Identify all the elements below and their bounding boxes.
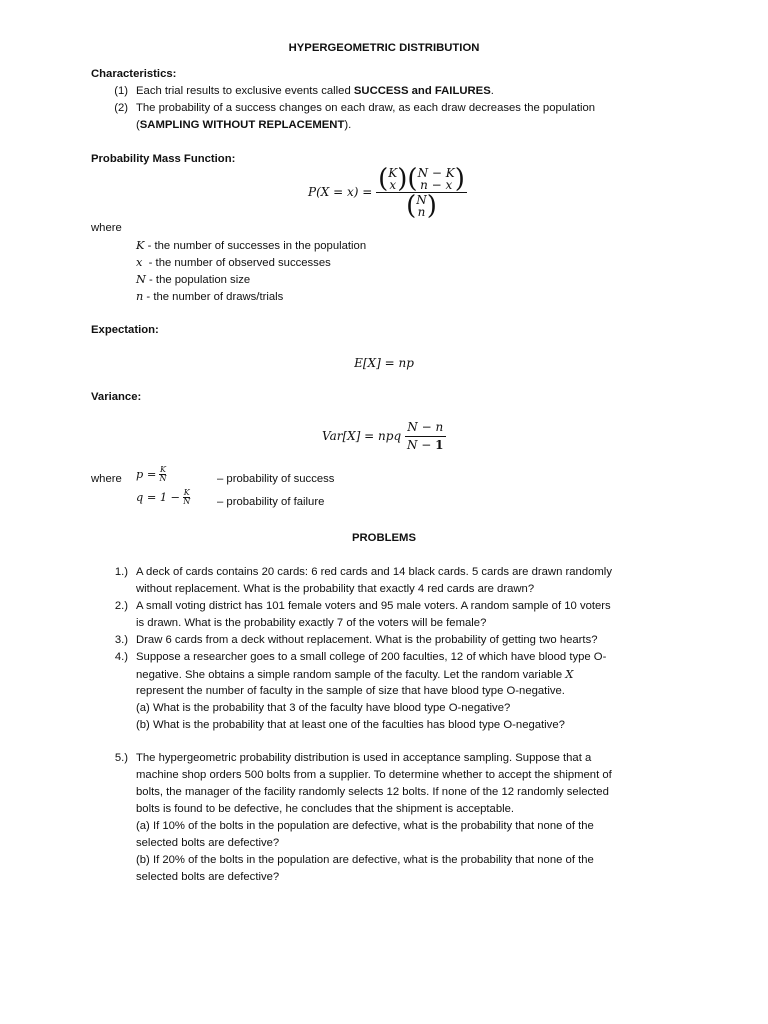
pmf-fraction (376, 166, 467, 219)
binom-nk-nx: (N − K n − x) (407, 164, 465, 194)
where-item-N (136, 271, 250, 289)
where-item-K (136, 237, 366, 255)
problem-4-line2 (136, 666, 573, 684)
problem-5-part-a-line2: selected bolts are defective? (136, 837, 280, 849)
binom-k-x-top: K (388, 166, 398, 180)
expectation-heading: Expectation: (91, 324, 159, 336)
pmf-heading: Probability Mass Function: (91, 153, 236, 165)
problem-5-part-b-line1: (b) If 20% of the bolts in the population are defective, what is the probability that none of the (136, 854, 594, 866)
problem-2-line1: A small voting district has 101 female voters and 95 male voters. A random sample of 10 voters (136, 600, 611, 612)
q-fraction (183, 489, 190, 506)
char-item-1-num: (1) (114, 85, 128, 97)
q-lhs: q = 1 − (136, 491, 181, 504)
problem-3-line1: Draw 6 cards from a deck without replacement. What is the probability of getting two hearts? (136, 634, 598, 646)
problem-5-line1: The hypergeometric probability distribution is used in acceptance sampling. Suppose that a (136, 752, 592, 764)
problem-1-line1: A deck of cards contains 20 cards: 6 red cards and 14 black cards. 5 cards are drawn randomly (136, 566, 612, 578)
char-item-1-bold: SUCCESS and FAILURES (353, 85, 491, 97)
variance-numerator: N − n (407, 420, 444, 434)
binom-nk-nx-top: N − K (417, 166, 455, 180)
problem-5-line3: bolts, the manager of the facility randomly selects 12 bolts. If none of the 12 randomly selected (136, 786, 609, 798)
variance-lhs: Var[X] = npq (322, 429, 402, 443)
variance-den-text: N − (406, 438, 436, 452)
problem-4-line3: represent the number of faculty in the sample of size that have blood type O-negative. (136, 685, 565, 697)
q-description: – probability of failure (217, 496, 325, 508)
char-item-1-post: . (490, 85, 494, 97)
binom-nk-nx-bottom: n − x (420, 178, 453, 192)
where-label: where (91, 222, 122, 234)
char-item-2-open: ( (136, 119, 140, 131)
binom-n-n-bottom: n (417, 205, 426, 219)
pmf-lhs: P(X = x) = (308, 185, 373, 199)
problem-1-num: 1.) (114, 566, 128, 578)
problem-5-part-a-line1: (a) If 10% of the bolts in the population are defective, what is the probability that none of the (136, 820, 594, 832)
pmf-denominator (376, 192, 467, 219)
char-item-2-line1: The probability of a success changes on each draw, as each draw decreases the population (136, 102, 596, 114)
expectation-formula: E[X] = np (354, 356, 414, 370)
problem-5-line2: machine shop orders 500 bolts from a supplier. To determine whether to accept the shipment of (136, 769, 612, 781)
variance-denominator (405, 436, 446, 454)
pq-where-label: where (91, 473, 122, 485)
problems-heading: PROBLEMS (351, 532, 417, 544)
variance-heading: Variance: (91, 391, 142, 403)
q-numerator: K (183, 488, 190, 497)
problem-4-num: 4.) (114, 651, 128, 663)
binom-k-x-bottom: x (389, 178, 397, 192)
pmf-formula (308, 166, 467, 219)
where-item-K-text: - the number of successes in the population (144, 240, 367, 252)
problem-4-line1: Suppose a researcher goes to a small college of 200 faculties, 12 of which have blood type O- (136, 651, 607, 663)
problem-5-line4: bolts is found to be defective, he concludes that the shipment is acceptable. (136, 803, 515, 815)
p-denominator: N (159, 474, 167, 483)
problem-4-part-a: (a) What is the probability that 3 of the faculty have blood type O-negative? (136, 702, 511, 714)
problem-1-line2: without replacement. What is the probability that exactly 4 red cards are drawn? (136, 583, 535, 595)
p-lhs: p = (136, 468, 157, 481)
where-item-x-symbol: x (136, 256, 143, 269)
variance-formula (322, 419, 446, 454)
problem-3-num: 3.) (114, 634, 128, 646)
q-definition (136, 489, 190, 506)
page-title: HYPERGEOMETRIC DISTRIBUTION (288, 42, 480, 54)
char-item-2-bold: SAMPLING WITHOUT REPLACEMENT (139, 119, 345, 131)
binom-n-n: (N n) (406, 191, 437, 221)
where-item-x (136, 254, 331, 272)
problem-5-part-b-line2: selected bolts are defective? (136, 871, 280, 883)
where-item-n-text: - the number of draws/trials (143, 291, 284, 303)
problem-5-num: 5.) (114, 752, 128, 764)
p-numerator: K (159, 465, 166, 474)
where-item-N-text: - the population size (145, 274, 251, 286)
problem-2-line2: is drawn. What is the probability exactly 7 of the voters will be female? (136, 617, 487, 629)
where-item-x-text: - the number of observed successes (142, 257, 331, 269)
char-item-2-num: (2) (114, 102, 128, 114)
char-item-1-text: Each trial results to exclusive events called (136, 85, 354, 97)
where-item-N-symbol: N (136, 273, 146, 286)
q-denominator: N (183, 497, 191, 506)
char-item-2-close: ). (344, 119, 352, 131)
where-item-n (136, 288, 283, 306)
where-item-n-symbol: n (136, 290, 144, 303)
problem-4-line2-text: negative. She obtains a simple random sample of the faculty. Let the random variable (136, 669, 563, 681)
binom-k-x: (K x) (378, 164, 408, 194)
problem-4-variable-x: X (565, 668, 574, 681)
char-item-2-line2 (136, 117, 351, 134)
variance-den-one: 1 (435, 438, 444, 452)
variance-fraction (405, 419, 446, 454)
pmf-numerator (376, 166, 467, 192)
char-item-1 (136, 83, 494, 100)
binom-n-n-top: N (416, 193, 427, 207)
p-description: – probability of success (217, 473, 335, 485)
p-fraction (159, 466, 166, 483)
where-item-K-symbol: K (136, 239, 145, 252)
problem-4-part-b: (b) What is the probability that at least one of the faculties has blood type O-negative? (136, 719, 565, 731)
p-definition (136, 466, 166, 483)
problem-2-num: 2.) (114, 600, 128, 612)
characteristics-heading: Characteristics: (91, 68, 177, 80)
